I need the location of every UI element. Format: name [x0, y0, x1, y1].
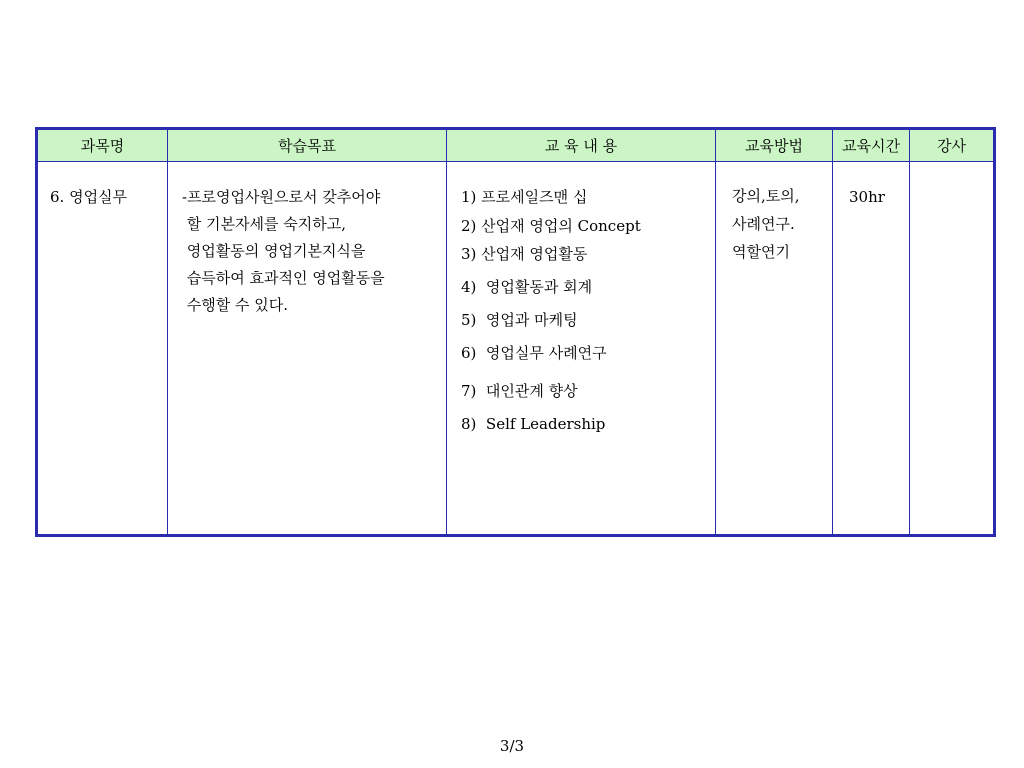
subject-cell [37, 162, 168, 536]
instructor-cell [910, 162, 995, 536]
objective-line: 할 기본자세를 숙지하고, [182, 215, 346, 233]
objective-line: 영업활동의 영업기본지식을 [182, 242, 366, 260]
content-item: 2) 산업재 영업의 Concept [461, 217, 641, 235]
content-cell [447, 162, 716, 536]
table-row [37, 162, 995, 536]
objective-line: 수행할 수 있다. [182, 296, 289, 314]
objective-line: 습득하여 효과적인 영업활동을 [182, 269, 385, 287]
content-item: 6) 영업실무 사례연구 [461, 344, 607, 362]
method-line: 강의,토의, [732, 187, 800, 205]
content-item: 8) Self Leadership [461, 415, 606, 433]
content-item: 1) 프로세일즈맨 십 [461, 188, 588, 206]
content-item: 3) 산업재 영업활동 [461, 245, 588, 263]
header-course-content: 교 육 내 용 [447, 129, 716, 162]
subject-name: 6. 영업실무 [50, 188, 128, 206]
table-header-row [37, 129, 995, 162]
header-training-hours: 교육시간 [833, 129, 910, 162]
curriculum-table [35, 127, 996, 537]
objective-line: -프로영업사원으로서 갖추어야 [182, 188, 381, 206]
header-subject-name: 과목명 [37, 129, 168, 162]
header-learning-objective: 학습목표 [168, 129, 447, 162]
method-cell [716, 162, 833, 536]
page-number: 3/3 [499, 737, 525, 755]
objective-cell [168, 162, 447, 536]
content-item: 7) 대인관계 향상 [461, 382, 578, 400]
hours-cell [833, 162, 910, 536]
method-line: 사례연구. [732, 215, 795, 233]
header-instructor: 강사 [910, 129, 995, 162]
training-hours: 30hr [849, 188, 885, 206]
method-line: 역할연기 [732, 243, 790, 261]
content-item: 4) 영업활동과 회계 [461, 278, 593, 296]
header-teaching-method: 교육방법 [716, 129, 833, 162]
content-item: 5) 영업과 마케팅 [461, 311, 578, 329]
